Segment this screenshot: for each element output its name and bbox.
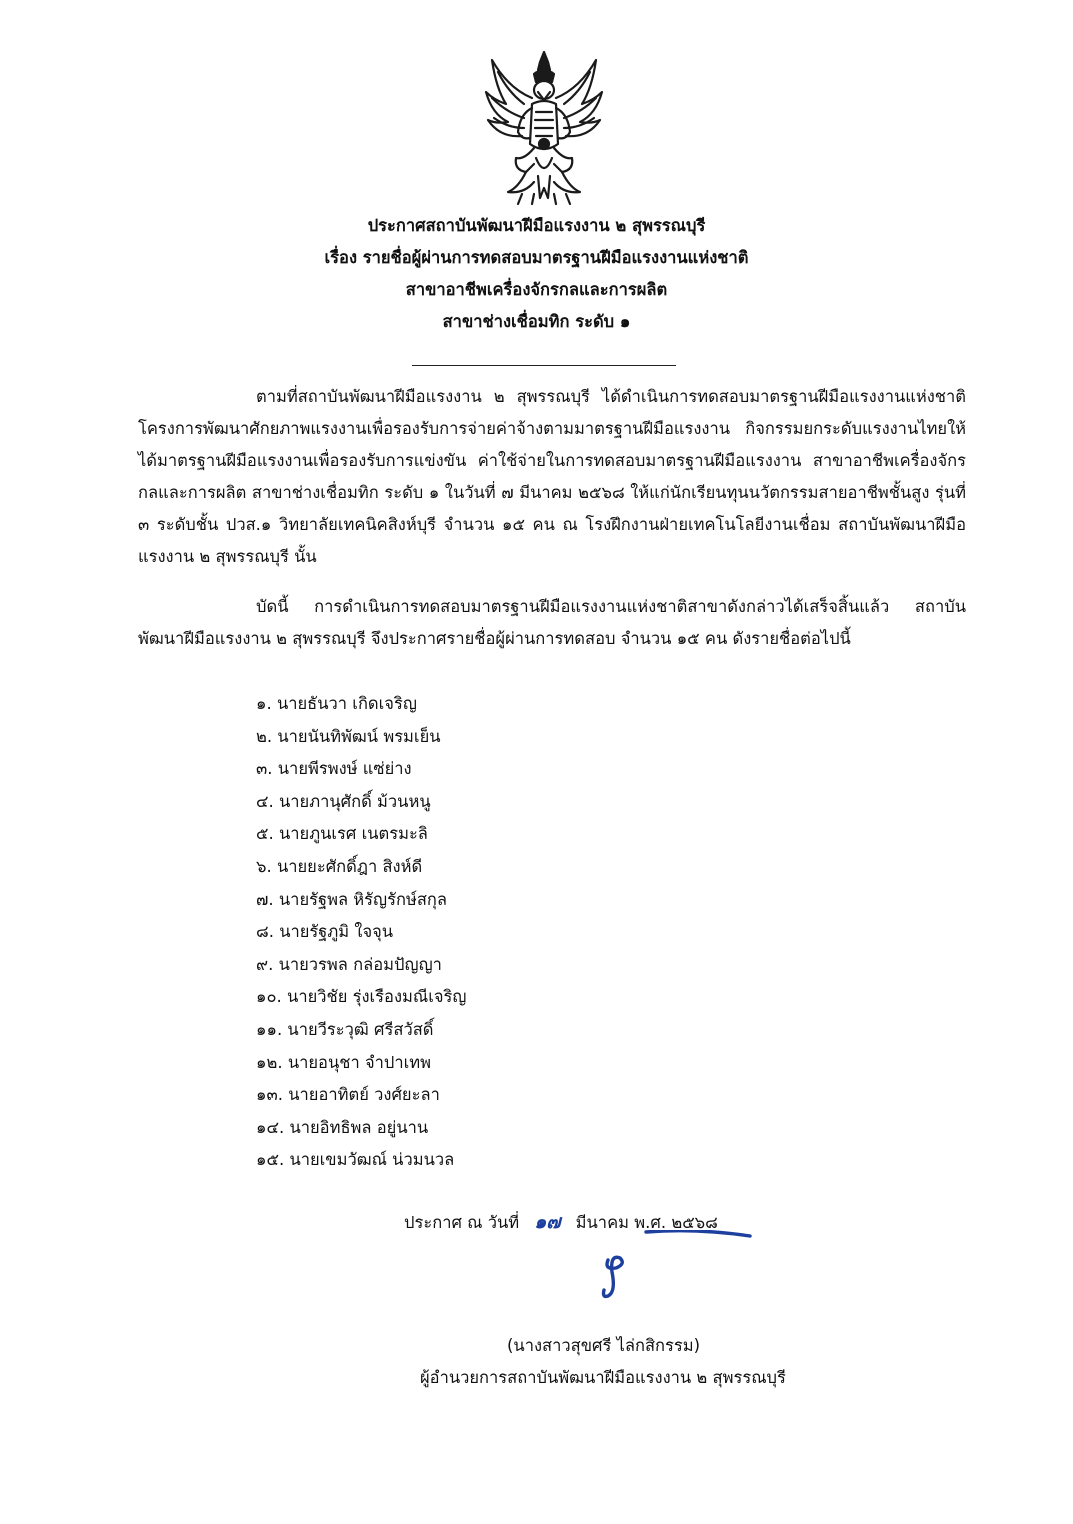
list-item: ๑๑. นายวีระวุฒิ ศรีสวัสดิ์ [256, 1019, 434, 1039]
date-prefix: ประกาศ ณ วันที่ [404, 1213, 520, 1232]
list-item: ๔. นายภานุศักดิ์ ม้วนหนู [256, 791, 431, 811]
list-item: ๙. นายวรพล กล่อมปัญญา [256, 954, 442, 974]
list-item: ๗. นายรัฐพล หิรัญรักษ์สกุล [256, 889, 448, 909]
date-suffix: มีนาคม พ.ศ. ๒๕๖๘ [575, 1213, 718, 1232]
list-item: ๘. นายรัฐภูมิ ใจจุน [256, 922, 394, 942]
signer-name: (นางสาวสุขศรี ไล่กสิกรรม) [507, 1336, 701, 1355]
handwritten-signature-icon [586, 1230, 756, 1302]
list-item: ๒. นายนันทิพัฒน์ พรมเย็น [256, 726, 441, 746]
list-item: ๑๕. นายเขมวัฒณ์ น่วมนวล [256, 1150, 455, 1170]
body-paragraph-2 [138, 591, 966, 655]
list-item: ๑. นายธันวา เกิดเจริญ [256, 694, 417, 713]
paragraph-2-text: บัดนี้ การดำเนินการทดสอบมาตรฐานฝีมือแรงงานแห่งชาติสาขาดังกล่าวได้เสร็จสิ้นแล้ว สถาบันพัฒนาฝีมือแรงงาน ๒ สุพรรณบุรี จึงประกาศรายชื่อผู้ผ่านการทดสอบ จำนวน ๑๕ คน ดังรายชื่อต่อไปนี้ [138, 597, 966, 648]
list-item: ๕. นายภูนเรศ เนตรมะลิ [256, 824, 428, 844]
signer-title: ผู้อำนวยการสถาบันพัฒนาฝีมือแรงงาน ๒ สุพรรณบุรี [420, 1368, 786, 1387]
passed-candidates-list [256, 688, 466, 1177]
list-item: ๑๒. นายอนุชา จำปาเทพ [256, 1052, 432, 1072]
date-day-handwritten: ๑๗ [534, 1211, 561, 1233]
list-item: ๑๔. นายอิทธิพล อยู่นาน [256, 1117, 429, 1137]
list-item: ๓. นายพีรพงษ์ แซ่ย่าง [256, 759, 412, 779]
title-divider [412, 365, 676, 366]
title-line-issuer: ประกาศสถาบันพัฒนาฝีมือแรงงาน ๒ สุพรรณบุรี [367, 216, 706, 235]
title-line-branch: สาขาช่างเชื่อมทิก ระดับ ๑ [442, 312, 631, 331]
paragraph-1-text: ตามที่สถาบันพัฒนาฝีมือแรงงาน ๒ สุพรรณบุรี ได้ดำเนินการทดสอบมาตรฐานฝีมือแรงงานแห่งชาติ โครงการพัฒนาศักยภาพแรงงานเพื่อรองรับการจ่ายค่าจ้างตามมาตรฐานฝีมือแรงงาน กิจกรรมยกระดับแรงงานไทยให้ได้มาตรฐานฝีมือแรงงานเพื่อรองรับการแข่งขัน ค่าใช้จ่ายในการทดสอบมาตรฐานฝีมือแรงงาน สาขาอาชีพเครื่องจักรกลและการผลิต สาขาช่างเชื่อมทิก ระดับ ๑ ในวันที่ ๗ มีนาคม ๒๕๖๘ ให้แก่นักเรียนทุนนวัตกรรมสายอาชีพชั้นสูง รุ่นที่ ๓ ระดับชั้น ปวส.๑ วิทยาลัยเทคนิคสิงห์บุรี จำนวน ๑๕ คน ณ โรงฝึกงานฝ่ายเทคโนโลยีงานเชื่อม สถาบันพัฒนาฝีมือแรงงาน ๒ สุพรรณบุรี นั้น [138, 387, 966, 566]
list-item: ๑๐. นายวิชัย รุ่งเรืองมณีเจริญ [256, 987, 467, 1007]
title-line-subject: เรื่อง รายชื่อผู้ผ่านการทดสอบมาตรฐานฝีมือแรงงานแห่งชาติ [324, 248, 749, 267]
list-item: ๑๓. นายอาทิตย์ วงศ์ยะลา [256, 1085, 440, 1105]
announcement-title [0, 210, 1073, 338]
list-item: ๖. นายยะศักดิ์ฎา สิงห์ดี [256, 856, 423, 876]
body-paragraph-1 [138, 381, 966, 573]
garuda-emblem-icon [478, 48, 610, 206]
title-line-field: สาขาอาชีพเครื่องจักรกลและการผลิต [405, 280, 668, 299]
